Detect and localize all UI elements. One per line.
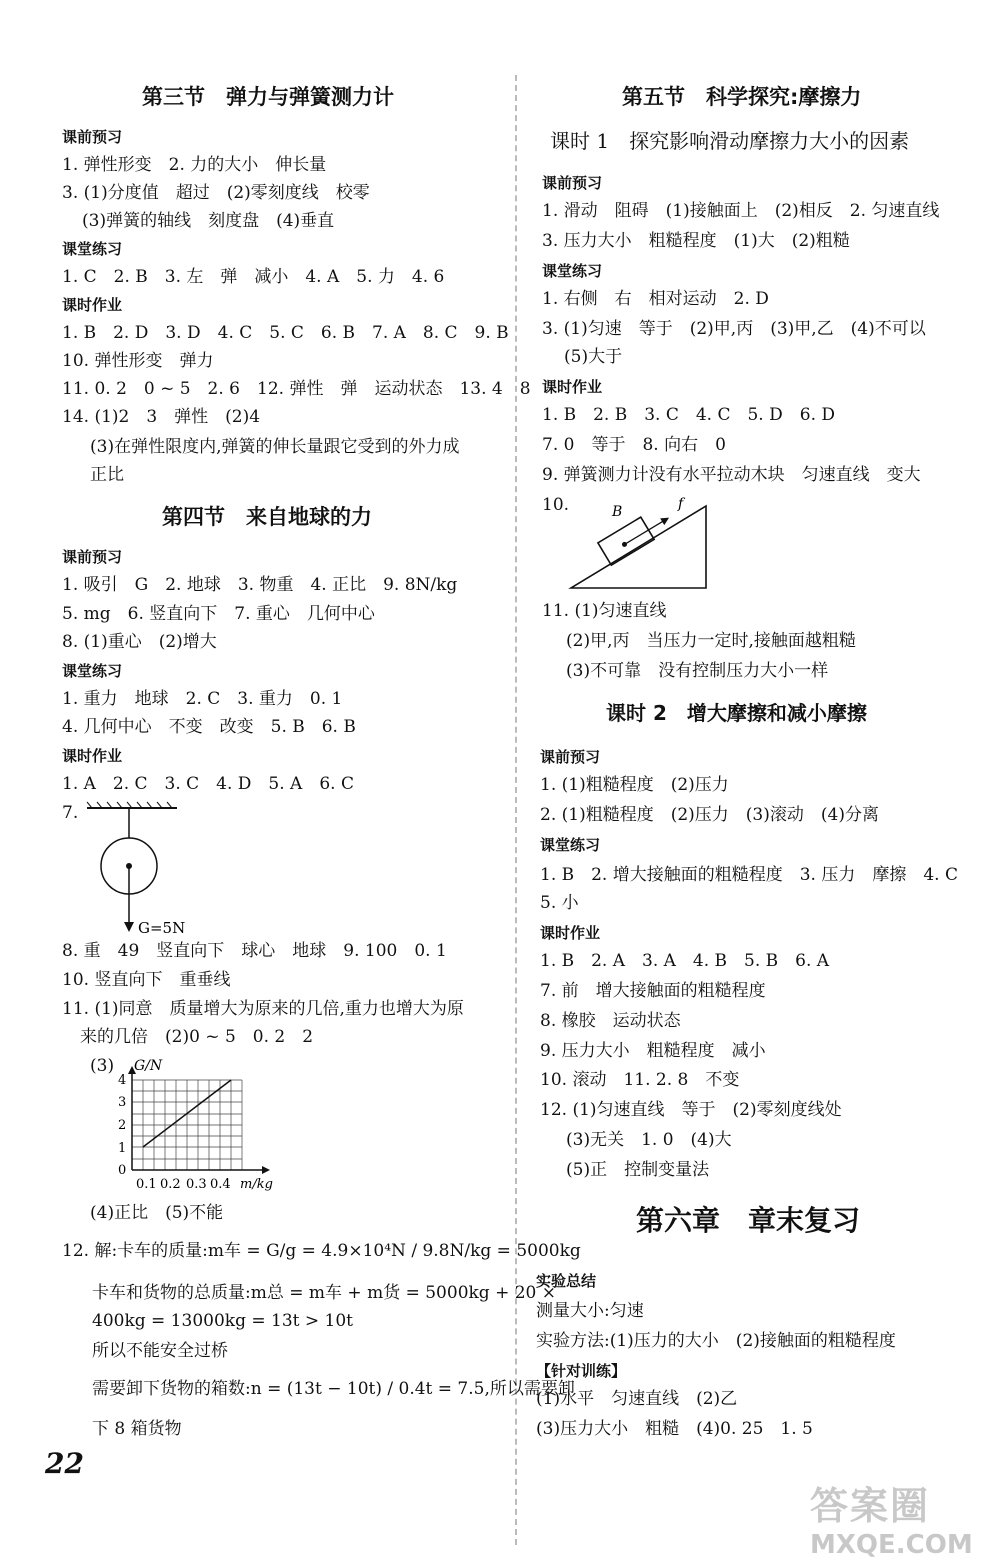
answer-line: 10. 滚动 11. 2. 8 不变 — [540, 1070, 740, 1090]
heading-experiment-summary: 实验总结 — [536, 1272, 597, 1290]
answer-line: 1. B 2. A 3. A 4. B 5. B 6. A — [540, 951, 830, 971]
block-label: B — [612, 504, 623, 520]
heading-classwork: 课堂练习 — [62, 662, 123, 680]
answer-line: 8. 橡胶 运动状态 — [540, 1011, 681, 1031]
answer-line: 14. (1)2 3 弹性 (2)4 — [62, 407, 261, 427]
heading-classwork: 课堂练习 — [542, 262, 603, 280]
graph-xtick: 0.1 — [136, 1177, 157, 1192]
answer-line: 10. — [542, 495, 570, 515]
answer-line: 4. 几何中心 不变 改变 5. B 6. B — [62, 717, 356, 737]
answer-line: 1. 滑动 阻碍 (1)接触面上 (2)相反 2. 匀速直线 — [542, 201, 940, 221]
weight-mass-graph — [102, 1058, 302, 1198]
answer-line: 1. 弹性形变 2. 力的大小 伸长量 — [62, 155, 327, 175]
watermark-url: MXQE.COM — [810, 1530, 973, 1560]
heading-preview: 课前预习 — [542, 174, 603, 192]
column-divider — [515, 75, 517, 1545]
answer-line: 7. 0 等于 8. 向右 0 — [542, 435, 726, 455]
answer-line: 卡车和货物的总质量:m总 = m车 + m货 = 5000kg + 20 × — [92, 1283, 557, 1303]
heading-homework: 课时作业 — [62, 747, 123, 765]
watermark-logo-text: 答案圈 — [810, 1484, 931, 1528]
answer-line: 1. B 2. 增大接触面的粗糙程度 3. 压力 摩擦 4. C — [540, 865, 958, 885]
answer-line: 下 8 箱货物 — [92, 1419, 182, 1439]
heading-preview: 课前预习 — [62, 548, 123, 566]
answer-line: (4)正比 (5)不能 — [90, 1203, 224, 1223]
answer-line: 11. (1)匀速直线 — [542, 601, 667, 621]
answer-line: 1. (1)粗糙程度 (2)压力 — [540, 775, 729, 795]
answer-line: (3)在弹性限度内,弹簧的伸长量跟它受到的外力成 — [90, 437, 460, 457]
lesson-2-title: 课时 2 增大摩擦和减小摩擦 — [606, 701, 867, 725]
chapter-6-title: 第六章 章末复习 — [636, 1204, 861, 1237]
heading-targeted-training: 【针对训练】 — [536, 1362, 627, 1380]
answer-line: 400kg = 13000kg = 13t > 10t — [92, 1311, 353, 1331]
answer-line: 10. 竖直向下 重垂线 — [62, 970, 231, 990]
answer-line: 10. 弹性形变 弹力 — [62, 351, 214, 371]
answer-line: (3)无关 1. 0 (4)大 — [566, 1130, 732, 1150]
answer-line: 12. 解:卡车的质量:m车 = G/g = 4.9×10⁴N / 9.8N/kg = 5000kg — [62, 1241, 581, 1261]
hanging-ball-figure — [82, 800, 212, 940]
answer-line: 11. 0. 2 0 ~ 5 2. 6 12. 弹性 弹 运动状态 13. 4 8 — [62, 379, 531, 399]
answer-line: (1)水平 匀速直线 (2)乙 — [536, 1389, 738, 1409]
section-4-title: 第四节 来自地球的力 — [162, 505, 372, 529]
answer-line: 8. (1)重心 (2)增大 — [62, 632, 217, 652]
answer-line: 8. 重 49 竖直向下 球心 地球 9. 100 0. 1 — [62, 941, 447, 961]
watermark — [810, 1475, 973, 1560]
graph-ytick: 3 — [118, 1095, 127, 1110]
answer-line: (3) — [90, 1056, 115, 1076]
lesson-1-title: 课时 1 探究影响滑动摩擦力大小的因素 — [550, 129, 910, 153]
section-3-title: 第三节 弹力与弹簧测力计 — [142, 85, 394, 109]
graph-xlabel: m/kg — [240, 1177, 273, 1192]
answer-line: 1. 吸引 G 2. 地球 3. 物重 4. 正比 9. 8N/kg — [62, 575, 458, 595]
answer-line: 1. B 2. D 3. D 4. C 5. C 6. B 7. A 8. C 9. B — [62, 323, 509, 343]
graph-xtick: 0.4 — [210, 1177, 231, 1192]
heading-homework: 课时作业 — [62, 296, 123, 314]
answer-line: (3)不可靠 没有控制压力大小一样 — [566, 661, 829, 681]
answer-line: 1. 右侧 右 相对运动 2. D — [542, 289, 769, 309]
answer-line: 5. mg 6. 竖直向下 7. 重心 几何中心 — [62, 604, 375, 624]
answer-line: 来的几倍 (2)0 ~ 5 0. 2 2 — [80, 1027, 314, 1047]
answer-line: 实验方法:(1)压力的大小 (2)接触面的粗糙程度 — [536, 1331, 896, 1351]
answer-line: 1. 重力 地球 2. C 3. 重力 0. 1 — [62, 689, 343, 709]
answer-line: (3)弹簧的轴线 刻度盘 (4)垂直 — [82, 211, 335, 231]
heading-classwork: 课堂练习 — [62, 240, 123, 258]
heading-homework: 课时作业 — [542, 378, 603, 396]
answer-line: (3)压力大小 粗糙 (4)0. 25 1. 5 — [536, 1419, 813, 1439]
answer-line: 所以不能安全过桥 — [92, 1341, 228, 1361]
graph-ytick: 4 — [118, 1073, 127, 1088]
heading-homework: 课时作业 — [540, 924, 601, 942]
graph-ytick: 0 — [118, 1163, 127, 1178]
answer-line: (5)大于 — [564, 347, 623, 367]
answer-line: 9. 弹簧测力计没有水平拉动木块 匀速直线 变大 — [542, 465, 921, 485]
answer-line: 1. C 2. B 3. 左 弹 减小 4. A 5. 力 4. 6 — [62, 267, 445, 287]
answer-line: 2. (1)粗糙程度 (2)压力 (3)滚动 (4)分离 — [540, 805, 879, 825]
page-number: 22 — [45, 1447, 84, 1480]
answer-line: 11. (1)同意 质量增大为原来的几倍,重力也增大为原 — [62, 999, 464, 1019]
answer-line: 3. (1)匀速 等于 (2)甲,丙 (3)甲,乙 (4)不可以 — [542, 319, 926, 339]
heading-preview: 课前预习 — [540, 748, 601, 766]
answer-line: 需要卸下货物的箱数:n = (13t − 10t) / 0.4t = 7.5,所以需要卸 — [92, 1379, 575, 1399]
graph-ytick: 1 — [118, 1141, 127, 1156]
answer-line: 正比 — [90, 465, 124, 485]
answer-line: 1. B 2. B 3. C 4. C 5. D 6. D — [542, 405, 836, 425]
heading-preview: 课前预习 — [62, 128, 123, 146]
graph-xtick: 0.3 — [186, 1177, 207, 1192]
answer-line: (5)正 控制变量法 — [566, 1160, 710, 1180]
answer-line: 12. (1)匀速直线 等于 (2)零刻度线处 — [540, 1100, 842, 1120]
answer-line: 5. 小 — [540, 893, 579, 913]
graph-xtick: 0.2 — [160, 1177, 181, 1192]
friction-label: f — [678, 496, 684, 512]
answer-line: 1. A 2. C 3. C 4. D 5. A 6. C — [62, 774, 354, 794]
answer-line: 7. 前 增大接触面的粗糙程度 — [540, 981, 766, 1001]
answer-line: 3. (1)分度值 超过 (2)零刻度线 校零 — [62, 183, 370, 203]
answer-line: 9. 压力大小 粗糙程度 减小 — [540, 1041, 766, 1061]
heading-classwork: 课堂练习 — [540, 836, 601, 854]
gravity-label: G=5N — [138, 919, 186, 937]
answer-line: (2)甲,丙 当压力一定时,接触面越粗糙 — [566, 631, 856, 651]
incline-block-figure — [566, 494, 716, 594]
answer-line: 7. — [62, 803, 79, 823]
graph-ylabel: G/N — [134, 1058, 163, 1074]
section-5-title: 第五节 科学探究:摩擦力 — [622, 85, 862, 109]
answer-line: 3. 压力大小 粗糙程度 (1)大 (2)粗糙 — [542, 231, 850, 251]
graph-ytick: 2 — [118, 1118, 127, 1133]
answer-line: 测量大小:匀速 — [536, 1301, 644, 1321]
